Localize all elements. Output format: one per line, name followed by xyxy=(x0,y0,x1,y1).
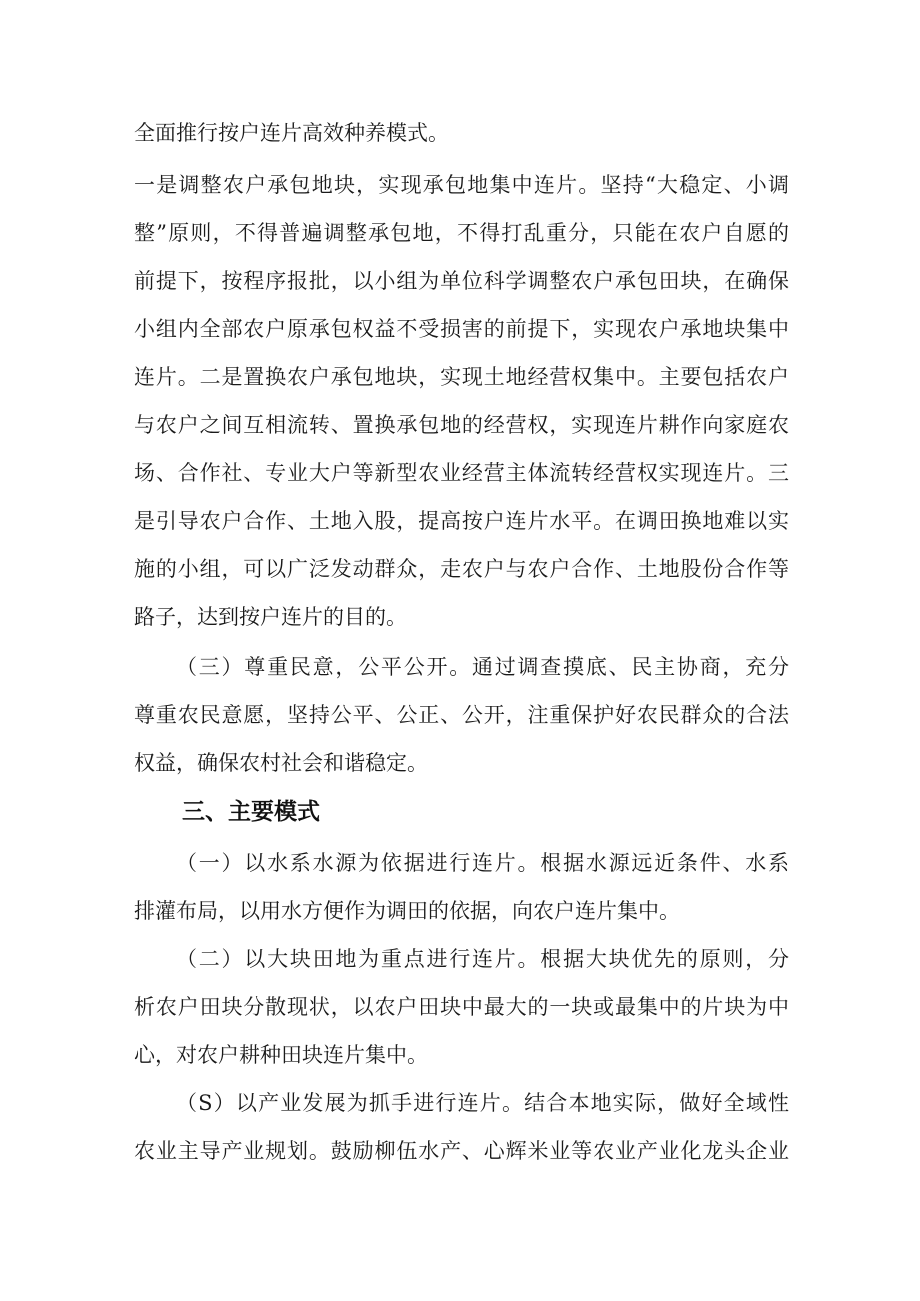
text-line: 权益，确保农村社会和谐稳定。 xyxy=(134,751,428,775)
paragraph-first-line: （三）尊重民意，公平公开。通过调查摸底、民主协商，充分 xyxy=(176,655,789,679)
text-line: 整”原则，不得普遍调整承包地，不得打乱重分，只能在农户自愿的 xyxy=(134,221,789,245)
text-line: 尊重农民意愿，坚持公平、公正、公开，注重保护好农民群众的合法 xyxy=(134,703,789,727)
paragraph-first-line: （S）以产业发展为抓手进行连片。结合本地实际，做好全域性 xyxy=(176,1091,789,1115)
paragraph-first-line: （二）以大块田地为重点进行连片。根据大块优先的原则，分 xyxy=(176,947,789,971)
text-line: 前提下，按程序报批，以小组为单位科学调整农户承包田块，在确保 xyxy=(134,269,789,293)
text-line: 心，对农户耕种田块连片集中。 xyxy=(134,1043,428,1067)
text-line: 农业主导产业规划。鼓励柳伍水产、心辉米业等农业产业化龙头企业 xyxy=(134,1139,789,1163)
text-line: 连片。二是置换农户承包地块，实现土地经营权集中。主要包括农户 xyxy=(134,365,789,389)
paragraph-first-line: （一）以水系水源为依据进行连片。根据水源远近条件、水系 xyxy=(176,851,789,875)
text-line: 与农户之间互相流转、置换承包地的经营权，实现连片耕作向家庭农 xyxy=(134,413,789,437)
text-line: 析农户田块分散现状，以农户田块中最大的一块或最集中的片块为中 xyxy=(134,995,789,1019)
text-line: 一是调整农户承包地块，实现承包地集中连片。坚持“大稳定、小调 xyxy=(134,173,789,197)
text-line: 全面推行按户连片高效种养模式。 xyxy=(134,121,449,145)
section-heading: 三、主要模式 xyxy=(182,799,320,825)
text-line: 路子，达到按户连片的目的。 xyxy=(134,605,407,629)
text-line: 小组内全部农户原承包权益不受损害的前提下，实现农户承地块集中 xyxy=(134,317,789,341)
text-line: 是引导农户合作、土地入股，提高按户连片水平。在调田换地难以实 xyxy=(134,509,789,533)
text-line: 排灌布局，以用水方便作为调田的依据，向农户连片集中。 xyxy=(134,899,680,923)
text-line: 场、合作社、专业大户等新型农业经营主体流转经营权实现连片。三 xyxy=(134,461,789,485)
text-line: 施的小组，可以广泛发动群众，走农户与农户合作、土地股份合作等 xyxy=(134,557,789,581)
